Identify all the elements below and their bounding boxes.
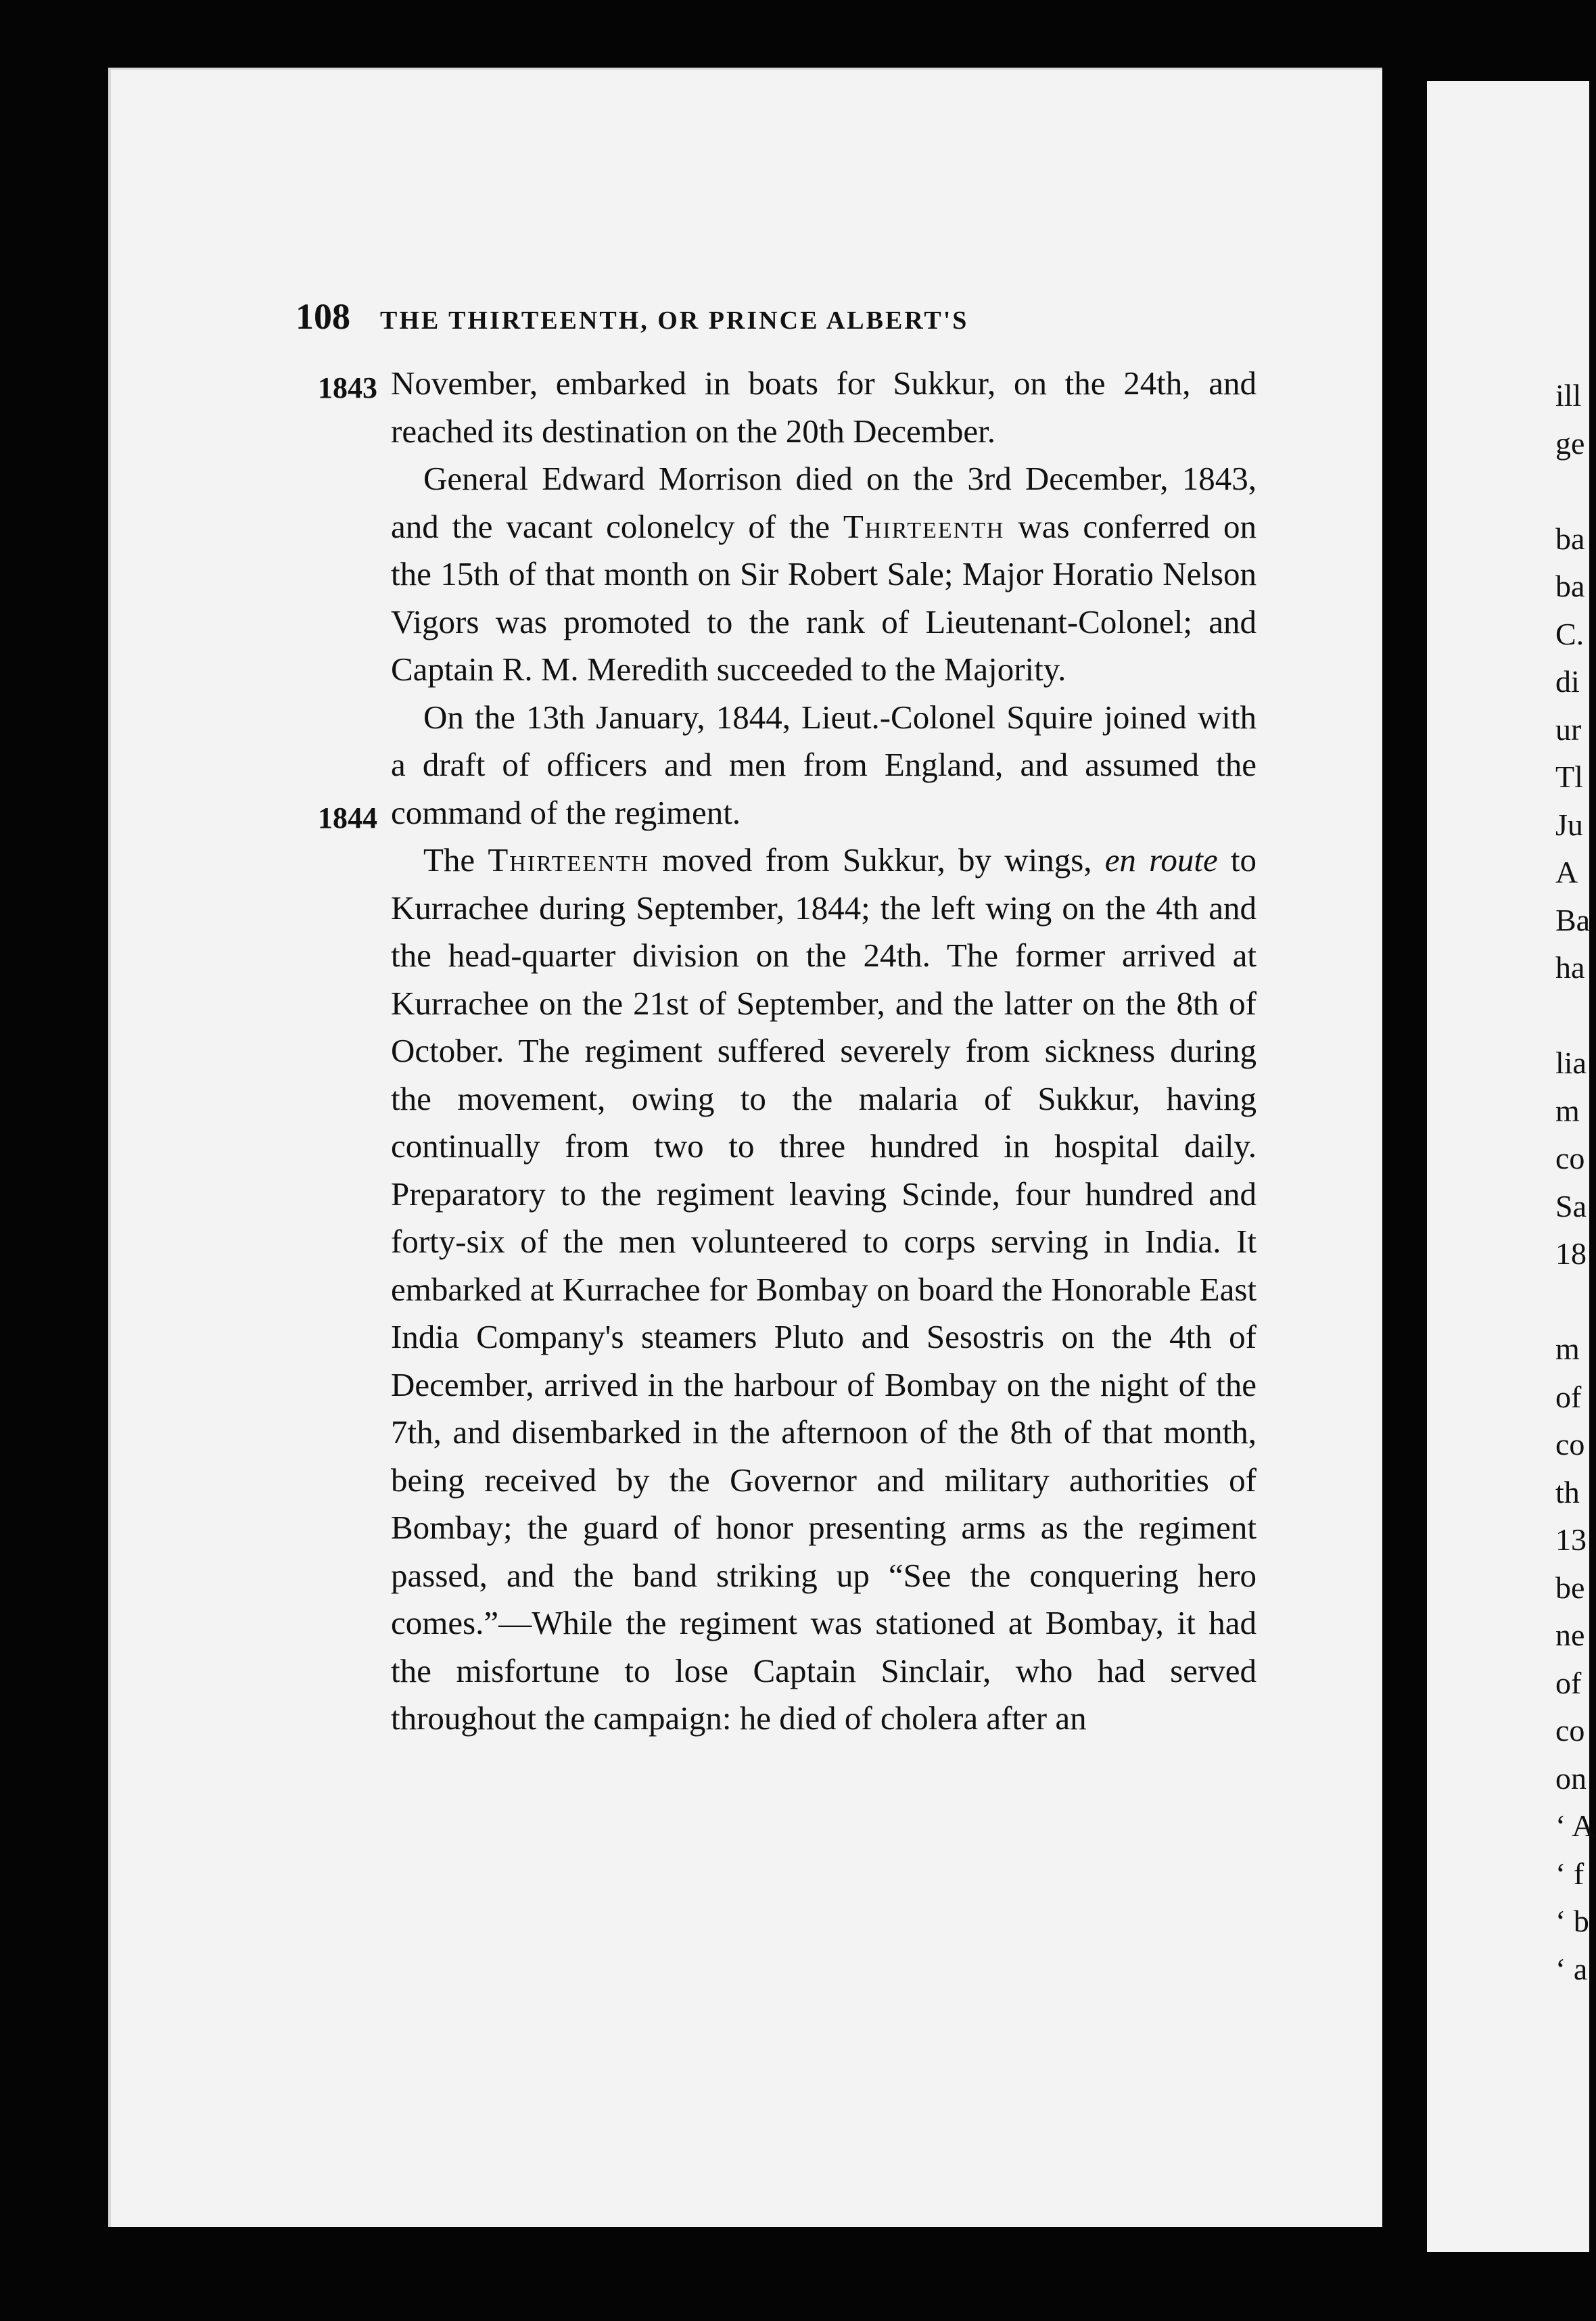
running-title: THE THIRTEENTH, OR PRINCE ALBERT'S <box>380 306 969 335</box>
facing-page-fragment: of <box>1555 1665 1582 1700</box>
margin-year-1843: 1843 <box>318 371 377 404</box>
facing-page-fragment: ‘ A <box>1555 1808 1595 1843</box>
facing-page-fragment: co <box>1555 1713 1585 1748</box>
facing-page-fragment: ne <box>1555 1618 1585 1652</box>
facing-page-fragment: ha <box>1555 950 1585 985</box>
facing-page-fragment: ba <box>1555 521 1585 556</box>
facing-page-fragment: th <box>1555 1474 1580 1509</box>
facing-page-fragment: ‘ b <box>1555 1904 1589 1938</box>
facing-page-fragment: Ju <box>1555 807 1583 842</box>
facing-page-fragment: A <box>1555 855 1578 889</box>
regiment-name-smallcaps: Thirteenth <box>488 841 649 878</box>
facing-page-fragment: ba <box>1555 569 1585 603</box>
italic-phrase: en route <box>1104 841 1218 878</box>
facing-page-fragment: ill <box>1555 378 1582 413</box>
facing-page-fragment: m <box>1555 1332 1580 1366</box>
paragraph-2-text-b: was conferred on the 15th of that month on Sir Robert Sale; Major Horatio Nelson Vigors was promoted to the rank of Lieutenant-Colonel; and Captain R. M. Meredith succeeded to the Majority. <box>391 507 1257 688</box>
facing-page-fragment: Tl <box>1555 759 1583 794</box>
facing-page-fragment: ur <box>1555 711 1582 747</box>
facing-page-fragment: 13 <box>1555 1522 1587 1557</box>
paragraph-4-text-b: moved from Sukkur, by wings, <box>649 841 1105 878</box>
paragraph-1-text: November, embarked in boats for Sukkur, on the 24th, and reached its destination on the 20th December. <box>391 365 1257 450</box>
page-number: 108 <box>296 296 350 337</box>
margin-year-1844: 1844 <box>318 801 377 835</box>
facing-page-fragment: 18 <box>1555 1236 1587 1271</box>
facing-page-fragment: m <box>1555 1093 1580 1128</box>
facing-page-fragment: ge <box>1555 425 1585 461</box>
facing-page-text-fragments <box>1555 372 1596 1993</box>
facing-page-fragment <box>1555 992 1596 1040</box>
paragraph-2 <box>391 455 1257 694</box>
paragraph-3-text: On the 13th January, 1844, Lieut.-Colonel Squire joined with a draft of officers and men from England, and assumed the command of the regiment. <box>391 698 1257 831</box>
paragraph-3 <box>391 694 1257 837</box>
paragraph-4-text-a: The <box>423 841 488 878</box>
facing-page-fragment: C. <box>1555 616 1585 651</box>
paragraph-4-text-c: to Kurrachee during September, 1844; the left wing on the 4th and the head-quarter division on the 24th. The former arrived at Kurrachee on the 21st of September, and the latter on the 8th of October. The regiment suffered severely from sickness during the movement, owing to the malaria of Sukkur, having continually from two to three hundred in hospital daily. Preparatory to the regiment leaving Scinde, four hundred and forty-six of the men volunteered to corps serving in India. It embarked at Kurrachee for Bombay on board the Honorable East India Company's steamers Pluto and Sesostris on the 4th of December, arrived in the harbour of Bombay on the night of the 7th, and disembarked in the afternoon of the 8th of that month, being received by the Governor and military authorities of Bombay; the guard of honor presenting arms as the regiment passed, and the band striking up “See the conquering hero comes.”—While the regiment was stationed at Bombay, it had the misfortune to lose Captain Sinclair, who had served throughout the campaign: he died of cholera after an <box>391 841 1257 1737</box>
facing-page-fragment: Ba <box>1555 902 1591 937</box>
paragraph-1 <box>391 360 1257 455</box>
body-text <box>391 360 1257 1743</box>
facing-page-fragment: be <box>1555 1570 1585 1605</box>
facing-page-fragment: co <box>1555 1427 1585 1461</box>
facing-page-fragment: of <box>1555 1379 1582 1414</box>
facing-page-fragment: ‘ a <box>1555 1951 1588 1986</box>
paragraph-4 <box>391 837 1257 1743</box>
facing-page-fragment: lia <box>1555 1046 1587 1080</box>
facing-page-fragment: co <box>1555 1141 1585 1175</box>
facing-page-fragment <box>1555 467 1596 515</box>
facing-page-fragment <box>1555 1278 1596 1326</box>
facing-page-fragment: ‘ f <box>1555 1856 1585 1891</box>
facing-page-fragment: on <box>1555 1760 1587 1796</box>
page-header <box>296 296 1242 337</box>
facing-page-fragment: di <box>1555 664 1580 699</box>
facing-page-fragment: Sa <box>1555 1188 1587 1223</box>
paragraph-2-text-a: General Edward Morrison died on the 3rd December, 1843, and the vacant colonelcy of the <box>391 460 1257 545</box>
regiment-name-smallcaps: Thirteenth <box>843 507 1005 545</box>
